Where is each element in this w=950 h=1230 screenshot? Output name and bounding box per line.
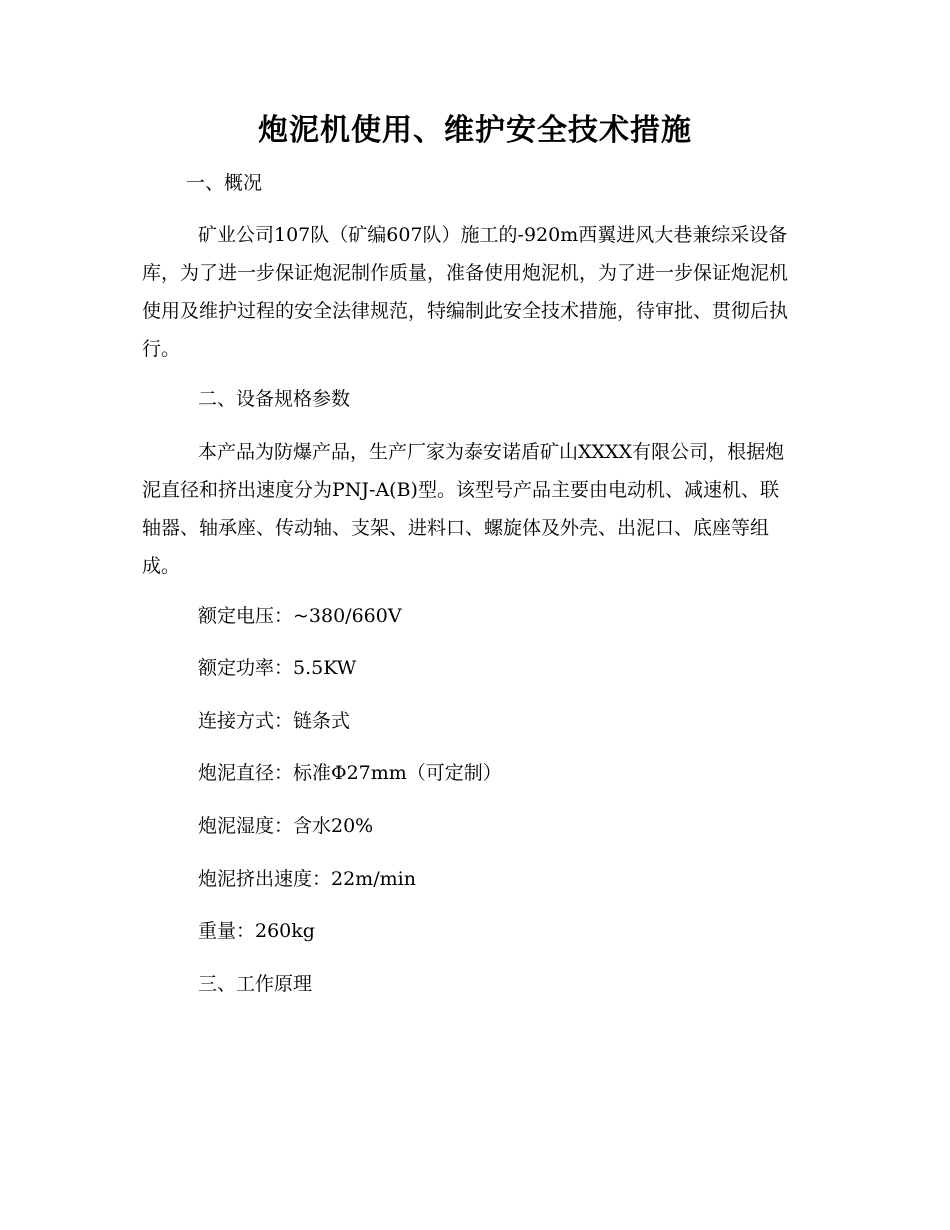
- document-title: 炮泥机使用、维护安全技术措施: [258, 113, 692, 148]
- spec-rated-voltage: 额定电压：~380/660V: [198, 605, 402, 627]
- section-heading-specs: 二、设备规格参数: [198, 388, 351, 410]
- spec-connection-type: 连接方式：链条式: [198, 710, 351, 732]
- spec-rated-power: 额定功率：5.5KW: [198, 657, 357, 679]
- spec-clay-humidity: 炮泥湿度：含水20%: [198, 815, 374, 837]
- specs-paragraph: 本产品为防爆产品，生产厂家为泰安诺盾矿山XXXX有限公司，根据炮泥直径和挤出速度分为PNJ-A(B)型。该型号产品主要由电动机、减速机、联轴器、轴承座、传动轴、支架、进料口、螺旋体及外壳、出泥口、底座等组成。: [142, 441, 785, 577]
- spec-extrusion-speed: 炮泥挤出速度：22m/min: [198, 868, 416, 890]
- overview-paragraph: 矿业公司107队（矿编607队）施工的-920m西翼进风大巷兼综采设备库，为了进一步保证炮泥制作质量，准备使用炮泥机，为了进一步保证炮泥机使用及维护过程的安全法律规范，特编制此安全技术措施，待审批、贯彻后执行。: [142, 224, 789, 360]
- section-heading-working-principle: 三、工作原理: [198, 973, 313, 995]
- spec-clay-diameter: 炮泥直径：标准Φ27mm（可定制）: [198, 762, 502, 784]
- spec-weight: 重量：260kg: [198, 920, 315, 942]
- section-heading-overview: 一、概况: [186, 172, 263, 194]
